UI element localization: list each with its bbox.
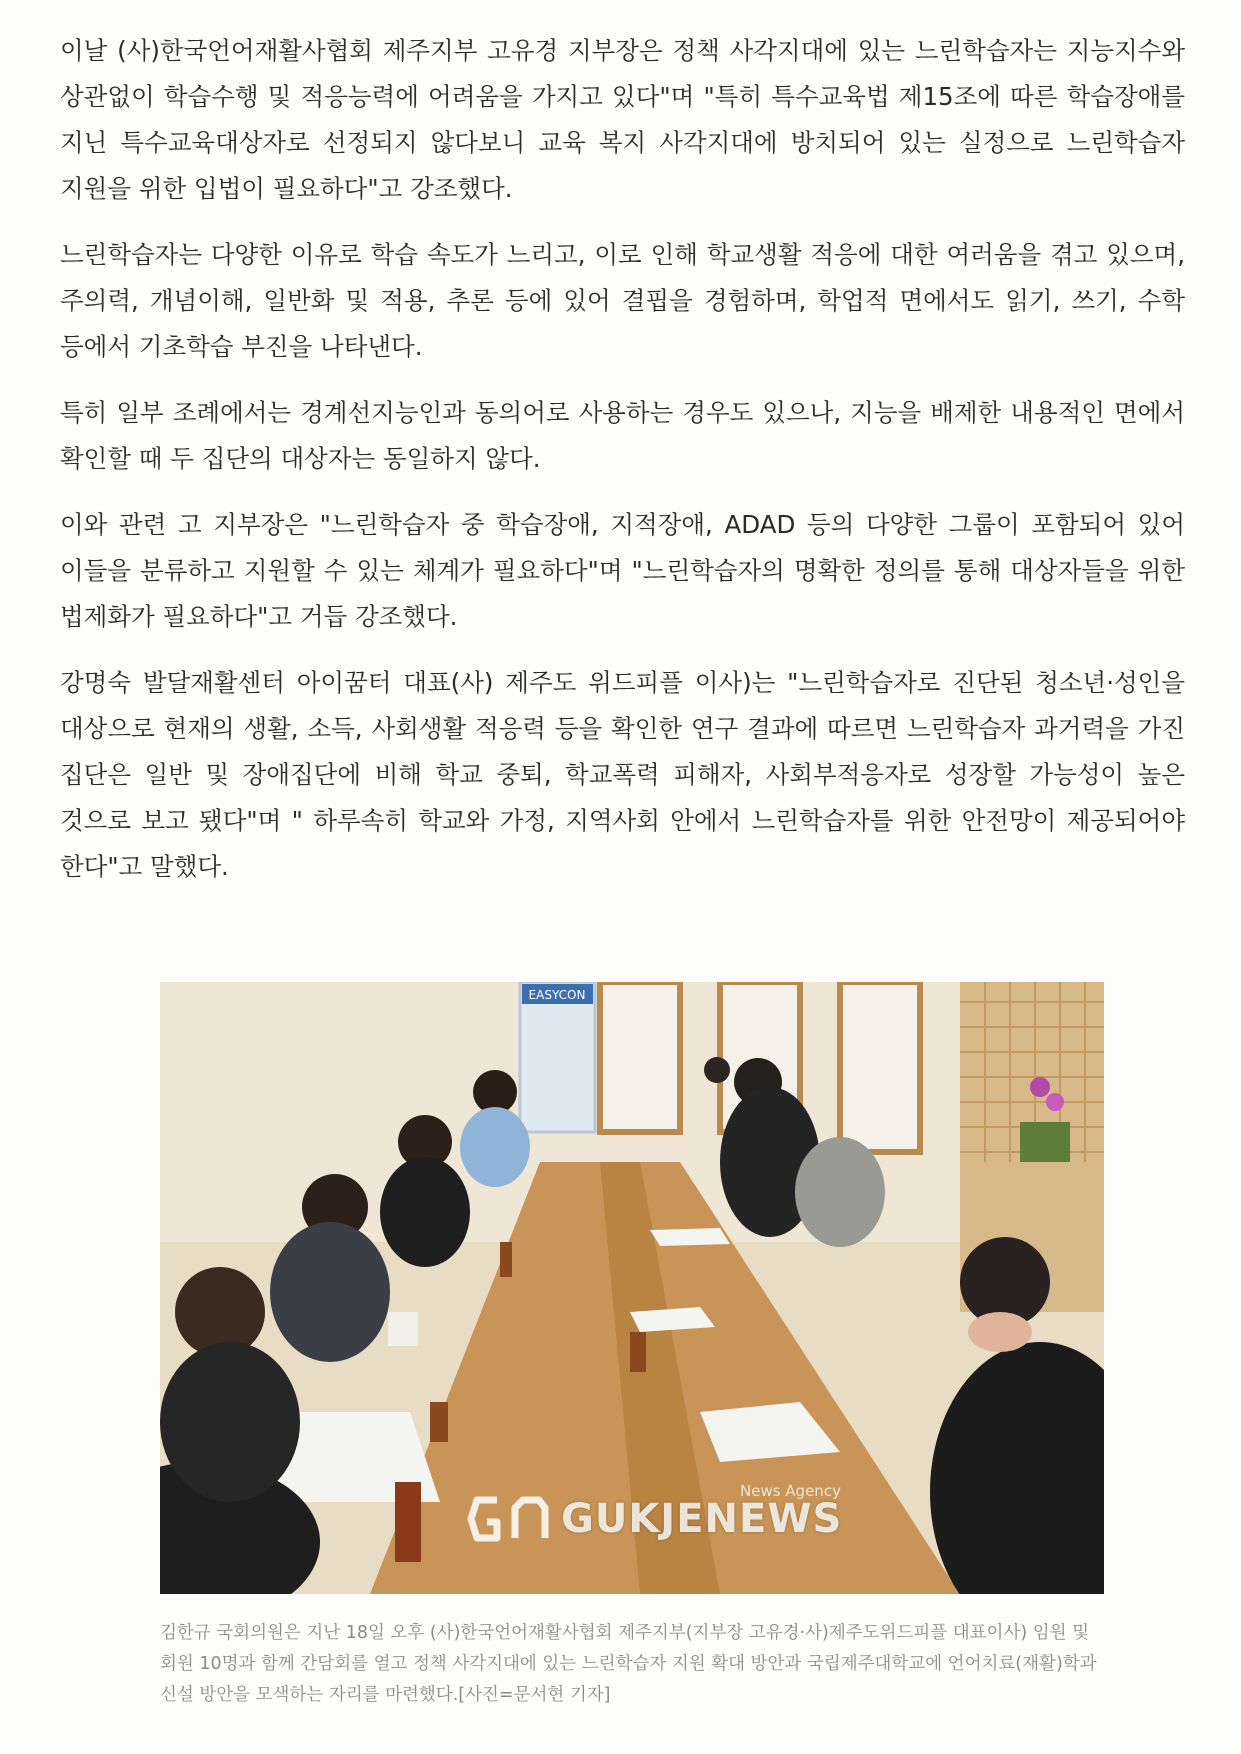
article-paragraph-4: 이와 관련 고 지부장은 "느린학습자 중 학습장애, 지적장애, ADAD 등의 다양한 그룹이 포함되어 있어 이들을 분류하고 지원할 수 있는 체계가 필요하다"며 "느린학습자의 명확한 정의를 통해 대상자들을 위한 법제화가 필요하다"고 거듭 강조했다. <box>60 510 1185 631</box>
photo-caption: 김한규 국회의원은 지난 18일 오후 (사)한국언어재활사협회 제주지부(지부장 고유경·사)제주도위드피플 대표이사) 임원 및 회원 10명과 함께 간담회를 열고 정책 사각지대에 있는 느린학습자 지원 확대 방안과 국립제주대학교에 언어치료(재활)학과 신설 방안을 모색하는 자리를 마련했다.[사진=문서현 기자] <box>160 1622 1097 1705</box>
gukjenews-logo-icon <box>467 1494 549 1544</box>
fridge-sign: EASYCON <box>528 988 586 1002</box>
watermark-text: GUKJENEWS <box>561 1496 843 1542</box>
article-paragraph-3: 특히 일부 조례에서는 경계선지능인과 동의어로 사용하는 경우도 있으나, 지능을 배제한 내용적인 면에서 확인할 때 두 집단의 대상자는 동일하지 않다. <box>60 398 1185 473</box>
article-paragraph-1: 이날 (사)한국언어재활사협회 제주지부 고유경 지부장은 정책 사각지대에 있는 느린학습자는 지능지수와 상관없이 학습수행 및 적응능력에 어려움을 가지고 있다"며 "특히 특수교육법 제15조에 따른 학습장애를 지닌 특수교육대상자로 선정되지 않다보니 교육 복지 사각지대에 방치되어 있는 실정으로 느린학습자 지원을 위한 입법이 필요하다"고 강조했다. <box>60 36 1185 203</box>
watermark-subtitle: News Agency <box>740 1482 841 1500</box>
meeting-photo <box>160 982 1104 1594</box>
article-paragraph-2: 느린학습자는 다양한 이유로 학습 속도가 느리고, 이로 인해 학교생활 적응에 대한 여러움을 겪고 있으며, 주의력, 개념이해, 일반화 및 적용, 추론 등에 있어 결핍을 경험하며, 학업적 면에서도 읽기, 쓰기, 수학 등에서 기초학습 부진을 나타낸다. <box>60 240 1185 361</box>
news-watermark <box>467 1494 842 1544</box>
meeting-photo-figure <box>160 982 1104 1594</box>
article-body <box>60 28 1185 910</box>
article-paragraph-5: 강명숙 발달재활센터 아이꿈터 대표(사) 제주도 위드피플 이사)는 "느린학습자로 진단된 청소년·성인을 대상으로 현재의 생활, 소득, 사회생활 적응력 등을 확인한 연구 결과에 따르면 느린학습자 과거력을 가진 집단은 일반 및 장애집단에 비해 학교 중퇴, 학교폭력 피해자, 사회부적응자로 성장할 가능성이 높은 것으로 보고 됐다"며 " 하루속히 학교와 가정, 지역사회 안에서 느린학습자를 위한 안전망이 제공되어야 한다"고 말했다. <box>60 668 1185 881</box>
